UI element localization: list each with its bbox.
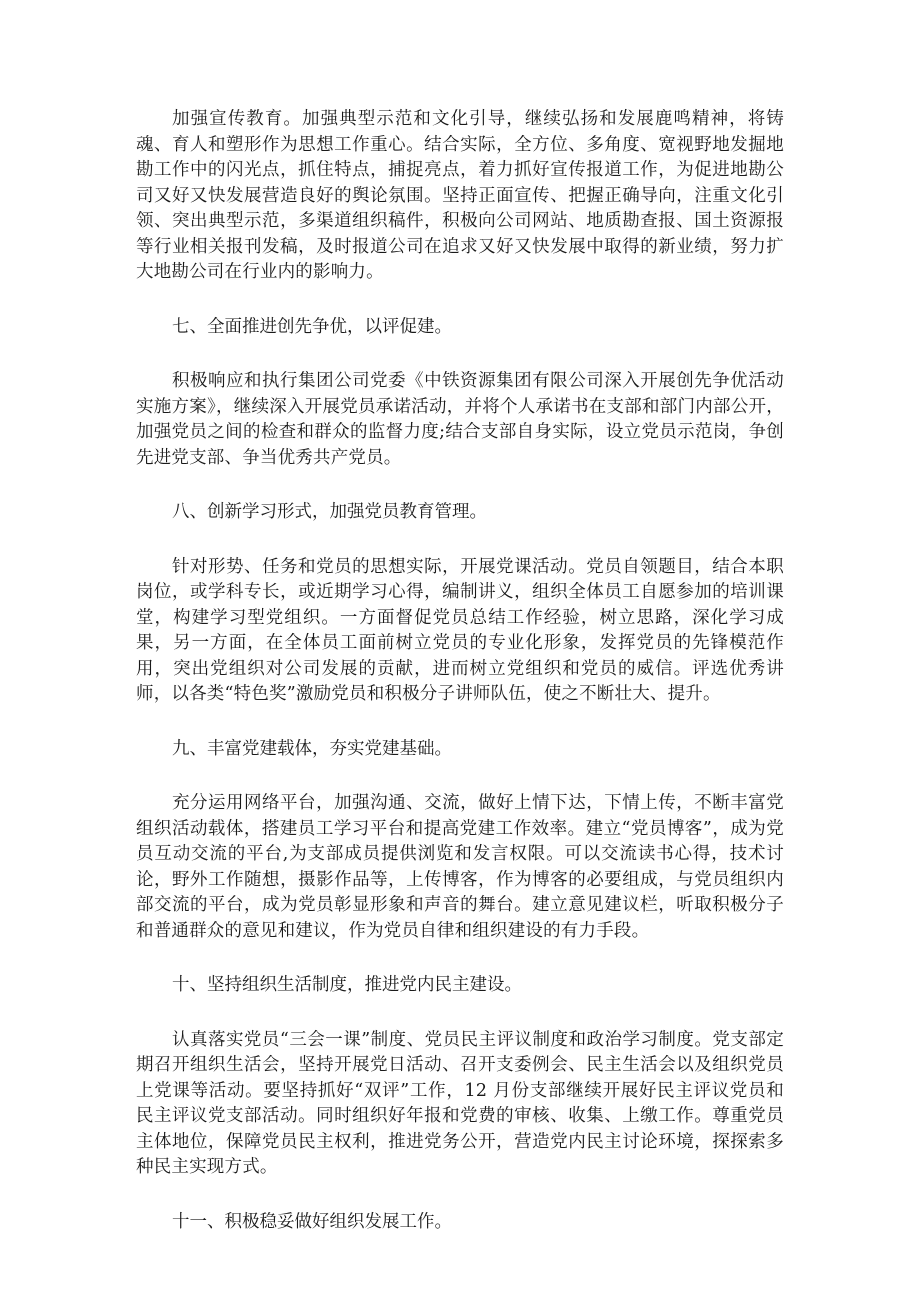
paragraph-section-10: 认真落实党员“三会一课”制度、党员民主评议制度和政治学习制度。党支部定期召开组织生活会，坚持开展党日活动、召开支委例会、民主生活会以及组织党员上党课等活动。要坚持抓好“双评”工作，12 月份支部继续开展好民主评议党员和民主评议党支部活动。同时组织好年报和党费的审核、收集、上缴工作。尊重党员主体地位，保障党员民主权利，推进党务公开，营造党内民主讨论环境，探探索多种民主实现方式。 [136,1029,784,1177]
paragraph-section-7: 积极响应和执行集团公司党委《中铁资源集团有限公司深入开展创先争优活动实施方案》，继续深入开展党员承诺活动，并将个人承诺书在支部和部门内部公开，加强党员之间的检查和群众的监督力度;结合支部自身实际，设立党员示范岗，争创先进党支部、争当优秀共产党员。 [136,371,784,468]
paragraph-section-8: 针对形势、任务和党员的思想实际，开展党课活动。党员自领题目，结合本职岗位，或学科专长，或近期学习心得，编制讲义，组织全体员工自愿参加的培训课堂，构建学习型党组织。一方面督促党员总结工作经验，树立思路，深化学习成果，另一方面，在全体员工面前树立党员的专业化形象，发挥党员的先锋模范作用，突出党组织对公司发展的贡献，进而树立党组织和党员的威信。评选优秀讲师，以各类“特色奖”激励党员和积极分子讲师队伍，使之不断壮大、提升。 [136,556,784,704]
document-body [136,107,784,1235]
paragraph-publicity-education: 加强宣传教育。加强典型示范和文化引导，继续弘扬和发展鹿鸣精神，将铸魂、育人和塑形作为思想工作重心。结合实际，全方位、多角度、宽视野地发掘地勘工作中的闪光点，抓住特点，捕捉亮点，着力抓好宣传报道工作，为促进地勘公司又好又快发展营造良好的舆论氛围。坚持正面宣传、把握正确导向，注重文化引领、突出典型示范，多渠道组织稿件，积极向公司网站、地质勘查报、国土资源报等行业相关报刊发稿，及时报道公司在追求又好又快发展中取得的新业绩，努力扩大地勘公司在行业内的影响力。 [136,109,784,282]
paragraph-section-9: 充分运用网络平台，加强沟通、交流，做好上情下达，下情上传，不断丰富党组织活动载体，搭建员工学习平台和提高党建工作效率。建立“党员博客”，成为党员互动交流的平台,为支部成员提供浏览和发言权限。可以交流读书心得，技术讨论，野外工作随想，摄影作品等，上传博客，作为博客的必要组成，与党员组织内部交流的平台，成为党员彰显形象和声音的舞台。建立意见建议栏，听取积极分子和普通群众的意见和建议，作为党员自律和组织建设的有力手段。 [136,793,784,941]
heading-section-8: 八、创新学习形式，加强党员教育管理。 [172,502,487,522]
heading-section-7: 七、全面推进创先争优，以评促建。 [172,316,452,337]
heading-section-9: 九、丰富党建载体，夯实党建基础。 [172,738,452,759]
heading-section-10: 十、坚持组织生活制度，推进党内民主建设。 [172,975,522,995]
heading-section-11: 十一、积极稳妥做好组织发展工作。 [172,1211,452,1232]
